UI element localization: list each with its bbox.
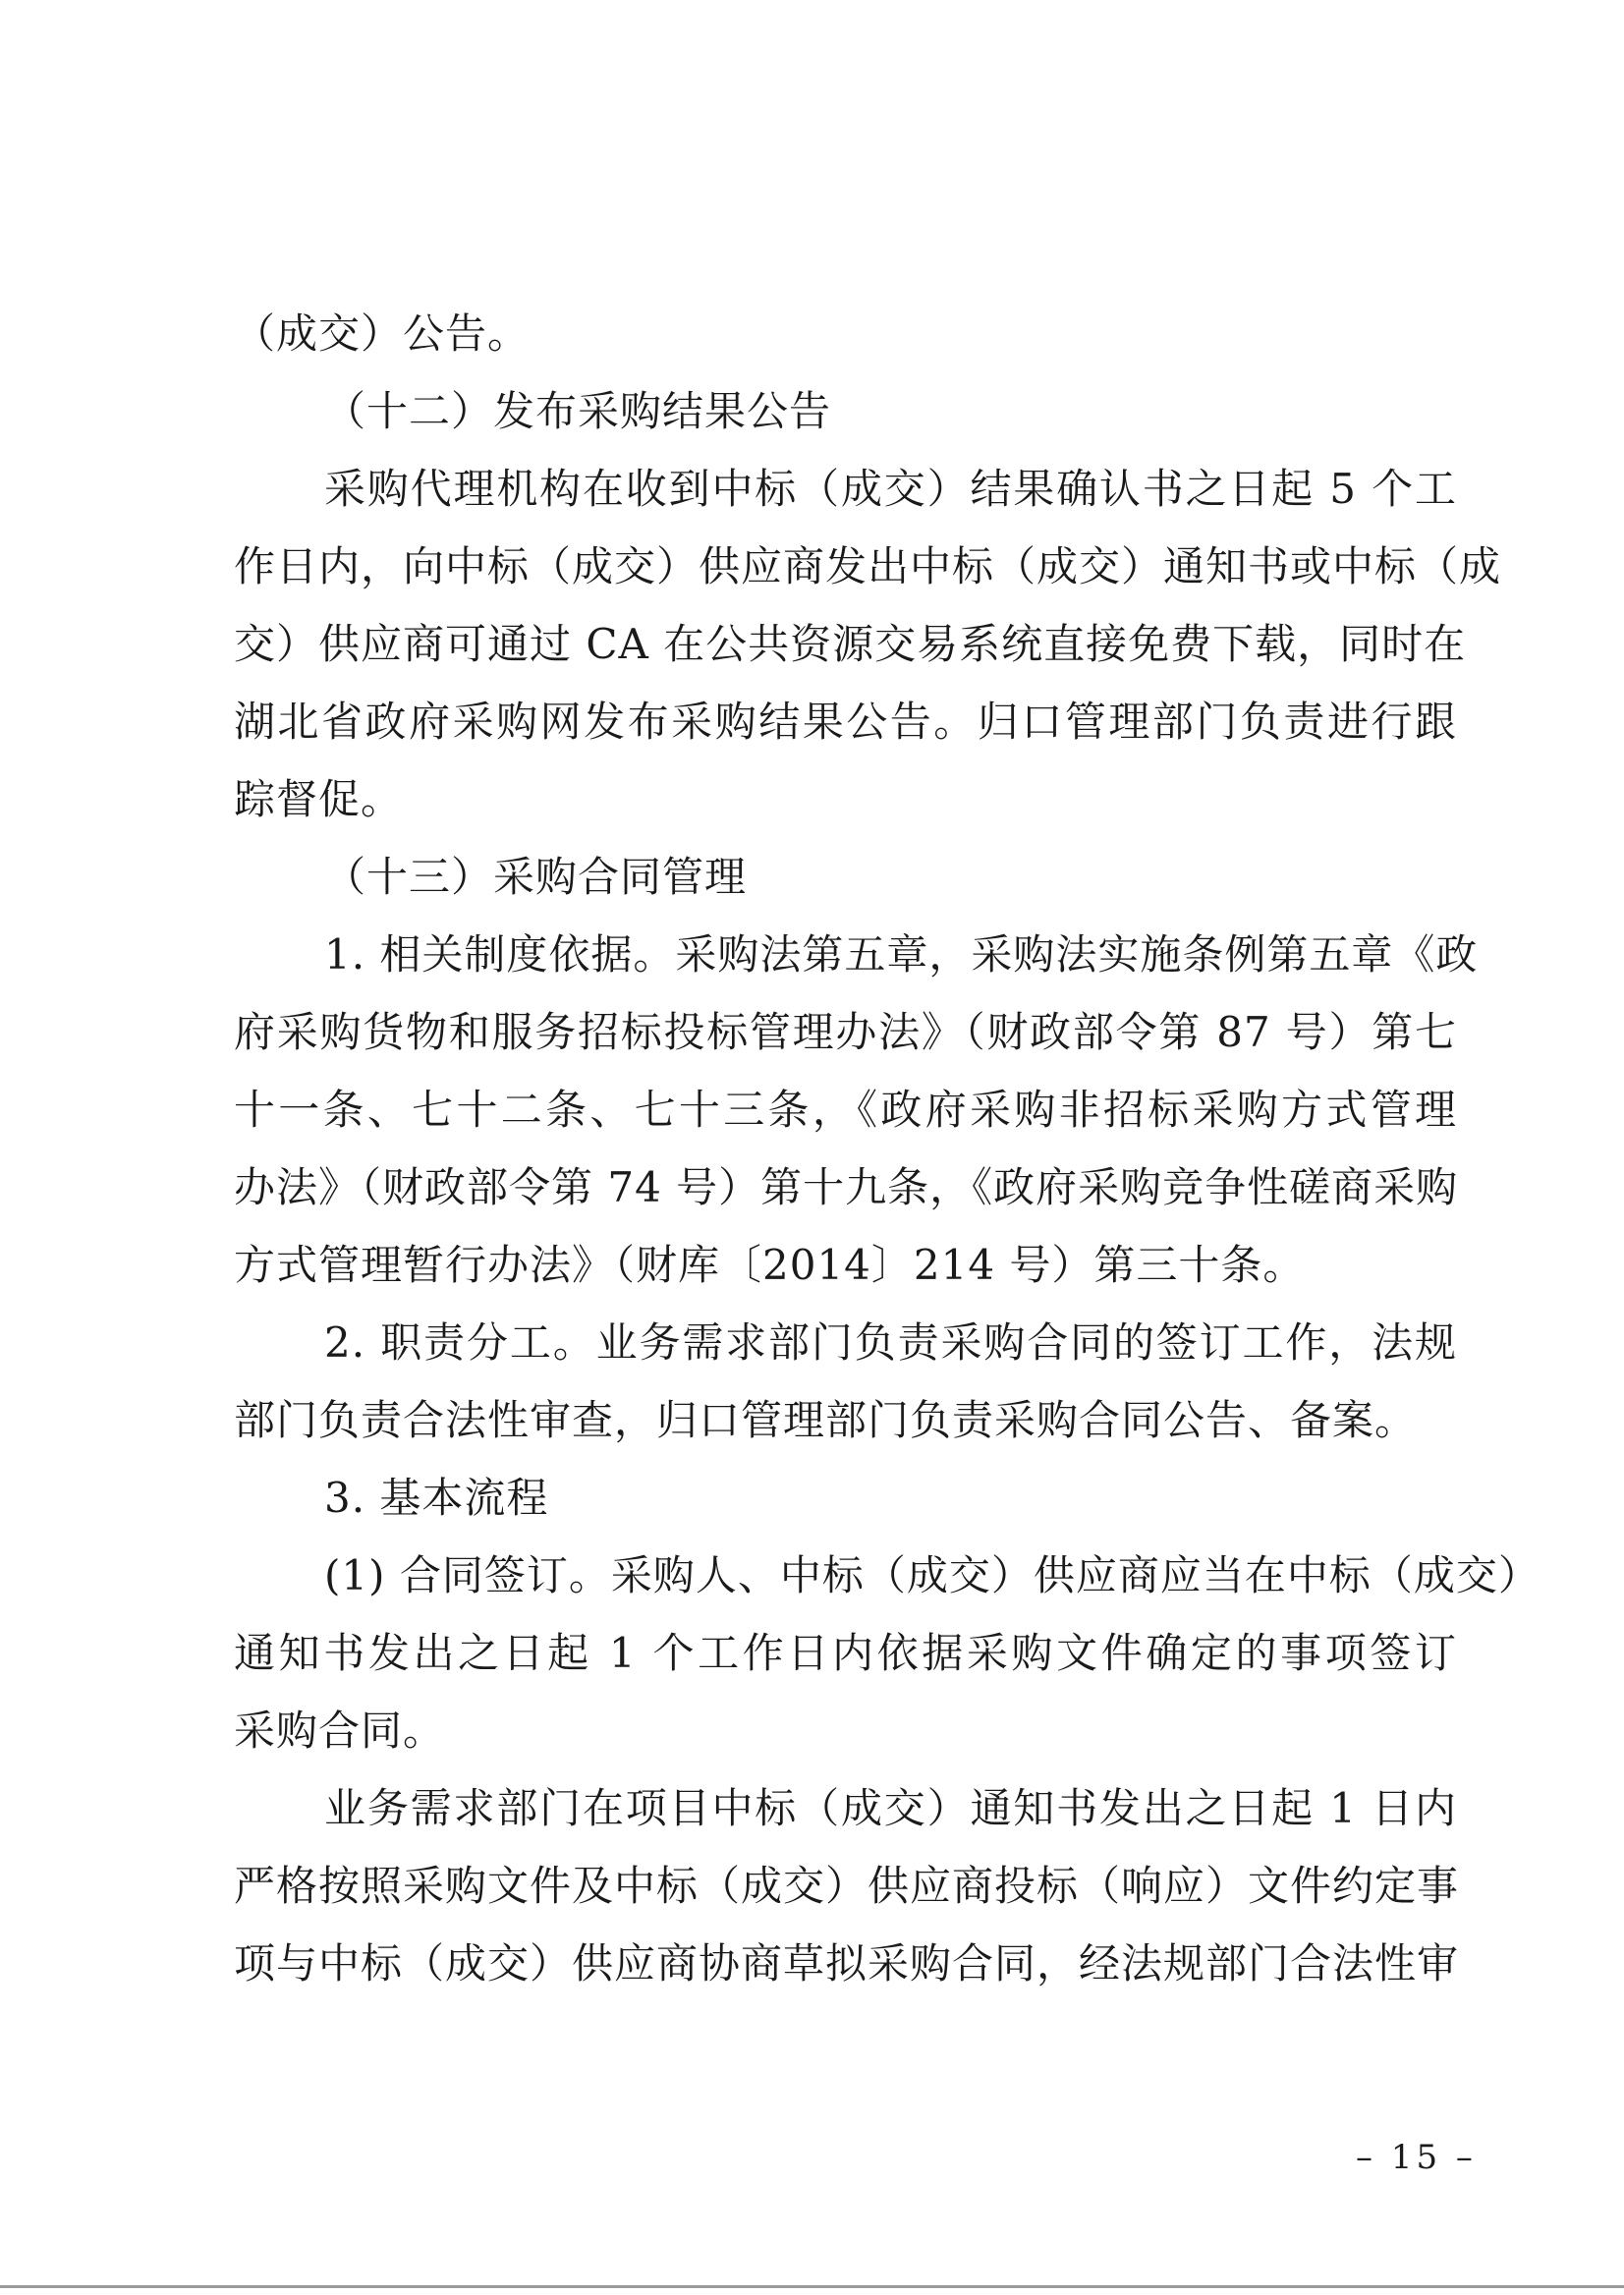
text-line: 作日内，向中标（成交）供应商发出中标（成交）通知书或中标（成	[234, 542, 1502, 590]
body-text	[234, 295, 1540, 2002]
text-line: 严格按照采购文件及中标（成交）供应商投标（响应）文件约定事	[234, 1862, 1460, 1910]
text-line: 部门负责合法性审查，归口管理部门负责采购合同公告、备案。	[234, 1396, 1418, 1444]
text-line: 方式管理暂行办法》（财库〔2014〕214 号）第三十条。	[234, 1241, 1306, 1289]
text-line: 踪督促。	[234, 775, 404, 823]
text-line: 十一条、七十二条、七十三条，《政府采购非招标采购方式管理	[234, 1086, 1457, 1134]
text-line: （成交）公告。	[234, 309, 531, 358]
text-line: 府采购货物和服务招标投标管理办法》（财政部令第 87 号）第七	[234, 1008, 1457, 1056]
text-line: 采购合同。	[234, 1707, 446, 1755]
text-line: 业务需求部门在项目中标（成交）通知书发出之日起 1 日内	[324, 1784, 1457, 1832]
text-line: 3. 基本流程	[324, 1474, 549, 1522]
page-number: – 15 –	[1356, 2138, 1477, 2177]
text-line: 采购代理机构在收到中标（成交）结果确认书之日起 5 个工	[324, 465, 1457, 513]
text-line: 2. 职责分工。业务需求部门负责采购合同的签订工作，法规	[324, 1318, 1457, 1367]
text-line: 1. 相关制度依据。采购法第五章，采购法实施条例第五章《政	[324, 930, 1479, 979]
bottom-edge-rule	[0, 2285, 1624, 2288]
text-line: （十二）发布采购结果公告	[324, 387, 832, 435]
text-line: 办法》（财政部令第 74 号）第十九条，《政府采购竞争性磋商采购	[234, 1163, 1459, 1211]
text-line: (1) 合同签订。采购人、中标（成交）供应商应当在中标（成交）	[324, 1551, 1540, 1599]
text-line: （十三）采购合同管理	[324, 853, 748, 901]
text-line: 通知书发出之日起 1 个工作日内依据采购文件确定的事项签订	[234, 1629, 1457, 1677]
text-line: 湖北省政府采购网发布采购结果公告。归口管理部门负责进行跟	[234, 698, 1457, 746]
text-line: 交）供应商可通过 CA 在公共资源交易系统直接免费下载，同时在	[234, 620, 1467, 668]
text-line: 项与中标（成交）供应商协商草拟采购合同，经法规部门合法性审	[234, 1939, 1460, 1987]
